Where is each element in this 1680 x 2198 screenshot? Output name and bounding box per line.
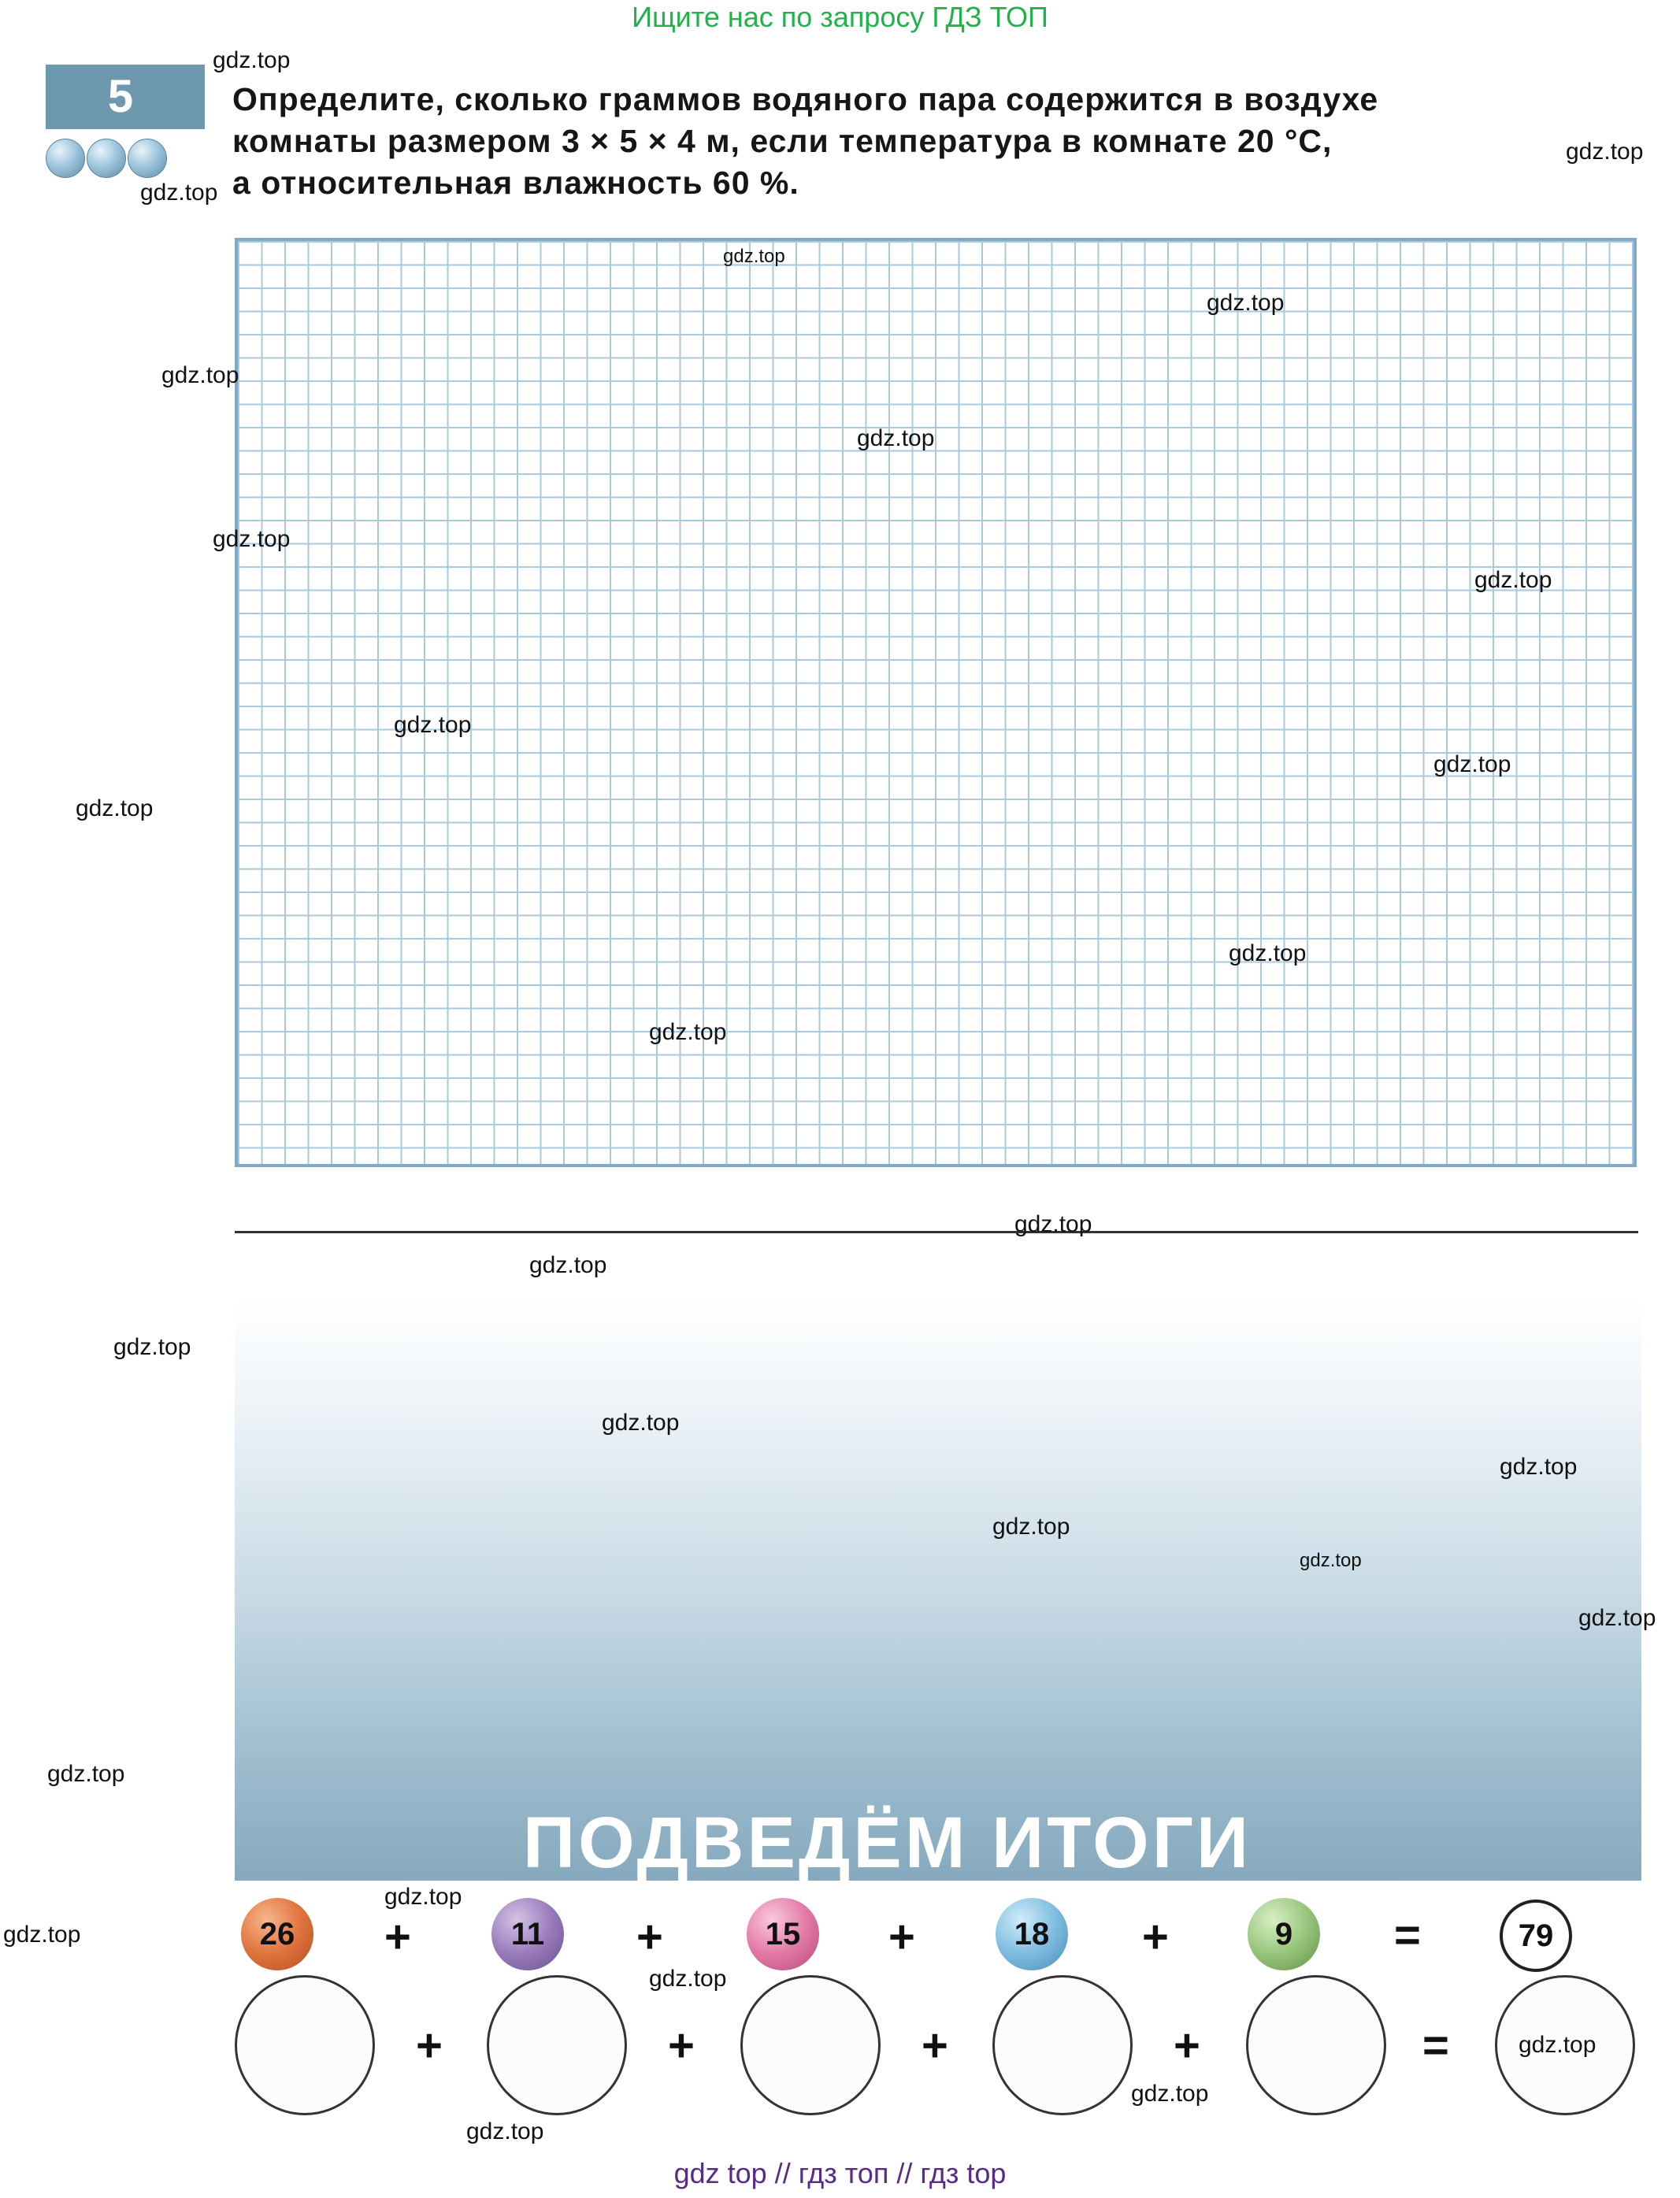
watermark: gdz.top <box>140 180 218 206</box>
self-score-circle[interactable] <box>1246 1975 1386 2115</box>
equals-sign: = <box>1394 1910 1421 1961</box>
self-score-circle[interactable] <box>487 1975 627 2115</box>
watermark: gdz.top <box>213 47 291 73</box>
watermark: gdz.top <box>1566 139 1644 165</box>
task-text: Определите, сколько граммов водяного пара содержится в воздухе комнаты размером 3 × 5 × 4 м, если температура в комнате 20 °C, а относительная влажность 60 %. <box>232 81 1379 201</box>
difficulty-dot-icon <box>46 139 85 178</box>
plus-sign: + <box>416 2020 443 2071</box>
watermark: gdz.top <box>47 1761 125 1787</box>
watermark: gdz.top <box>384 1884 462 1910</box>
plus-sign: + <box>636 1911 663 1963</box>
watermark: gdz.top <box>602 1410 680 1436</box>
top-banner[interactable]: Ищите нас по запросу ГДЗ ТОП <box>632 1 1048 33</box>
score-circle-9: 9 <box>1248 1898 1320 1970</box>
watermark: gdz.top <box>3 1922 81 1948</box>
watermark: gdz.top <box>213 526 291 552</box>
watermark: gdz.top <box>1014 1211 1092 1237</box>
watermark: gdz.top <box>723 246 785 267</box>
watermark: gdz.top <box>1300 1550 1362 1571</box>
self-score-circle[interactable] <box>992 1975 1133 2115</box>
difficulty-dot-icon <box>87 139 126 178</box>
watermark: gdz.top <box>161 362 239 388</box>
score-circle-15: 15 <box>747 1898 819 1970</box>
watermark: gdz.top <box>1207 290 1285 316</box>
watermark: gdz.top <box>649 1019 727 1045</box>
watermark: gdz.top <box>1131 2081 1209 2107</box>
self-score-circle[interactable] <box>740 1975 881 2115</box>
score-circle-18: 18 <box>996 1898 1068 1970</box>
score-circle-11: 11 <box>491 1898 564 1970</box>
task-number: 5 <box>107 71 134 122</box>
summary-title: ПОДВЕДЁМ ИТОГИ <box>523 1803 1252 1883</box>
plus-sign: + <box>1142 1911 1169 1963</box>
watermark: gdz.top <box>1578 1605 1656 1631</box>
plus-sign: + <box>922 2020 948 2071</box>
task-number-badge <box>46 65 205 129</box>
answer-line[interactable] <box>235 1231 1638 1233</box>
watermark: gdz.top <box>857 425 935 451</box>
answer-grid[interactable] <box>235 238 1637 1167</box>
footer-links[interactable]: gdz top // гдз топ // гдз top <box>673 2157 1007 2189</box>
watermark: gdz.top <box>76 795 154 821</box>
summary-panel <box>235 1299 1641 1881</box>
self-score-circle[interactable] <box>235 1975 375 2115</box>
score-circle-26: 26 <box>241 1898 313 1970</box>
watermark: gdz.top <box>1433 751 1511 777</box>
watermark: gdz.top <box>649 1966 727 1992</box>
watermark: gdz.top <box>394 712 472 738</box>
difficulty-dot-icon <box>128 139 167 178</box>
watermark: gdz.top <box>113 1334 191 1360</box>
difficulty-indicator <box>46 139 180 178</box>
plus-sign: + <box>668 2020 695 2071</box>
watermark: gdz.top <box>992 1514 1070 1540</box>
plus-sign: + <box>384 1911 411 1963</box>
plus-sign: + <box>888 1911 915 1963</box>
watermark: gdz.top <box>466 2118 544 2144</box>
equals-sign: = <box>1422 2020 1449 2071</box>
plus-sign: + <box>1174 2020 1200 2071</box>
watermark: gdz.top <box>1229 940 1307 966</box>
watermark: gdz.top <box>1500 1454 1578 1480</box>
watermark: gdz.top <box>529 1252 607 1278</box>
watermark: gdz.top <box>1519 2032 1597 2058</box>
watermark: gdz.top <box>1474 567 1552 593</box>
total-score-circle: 79 <box>1500 1900 1572 1972</box>
